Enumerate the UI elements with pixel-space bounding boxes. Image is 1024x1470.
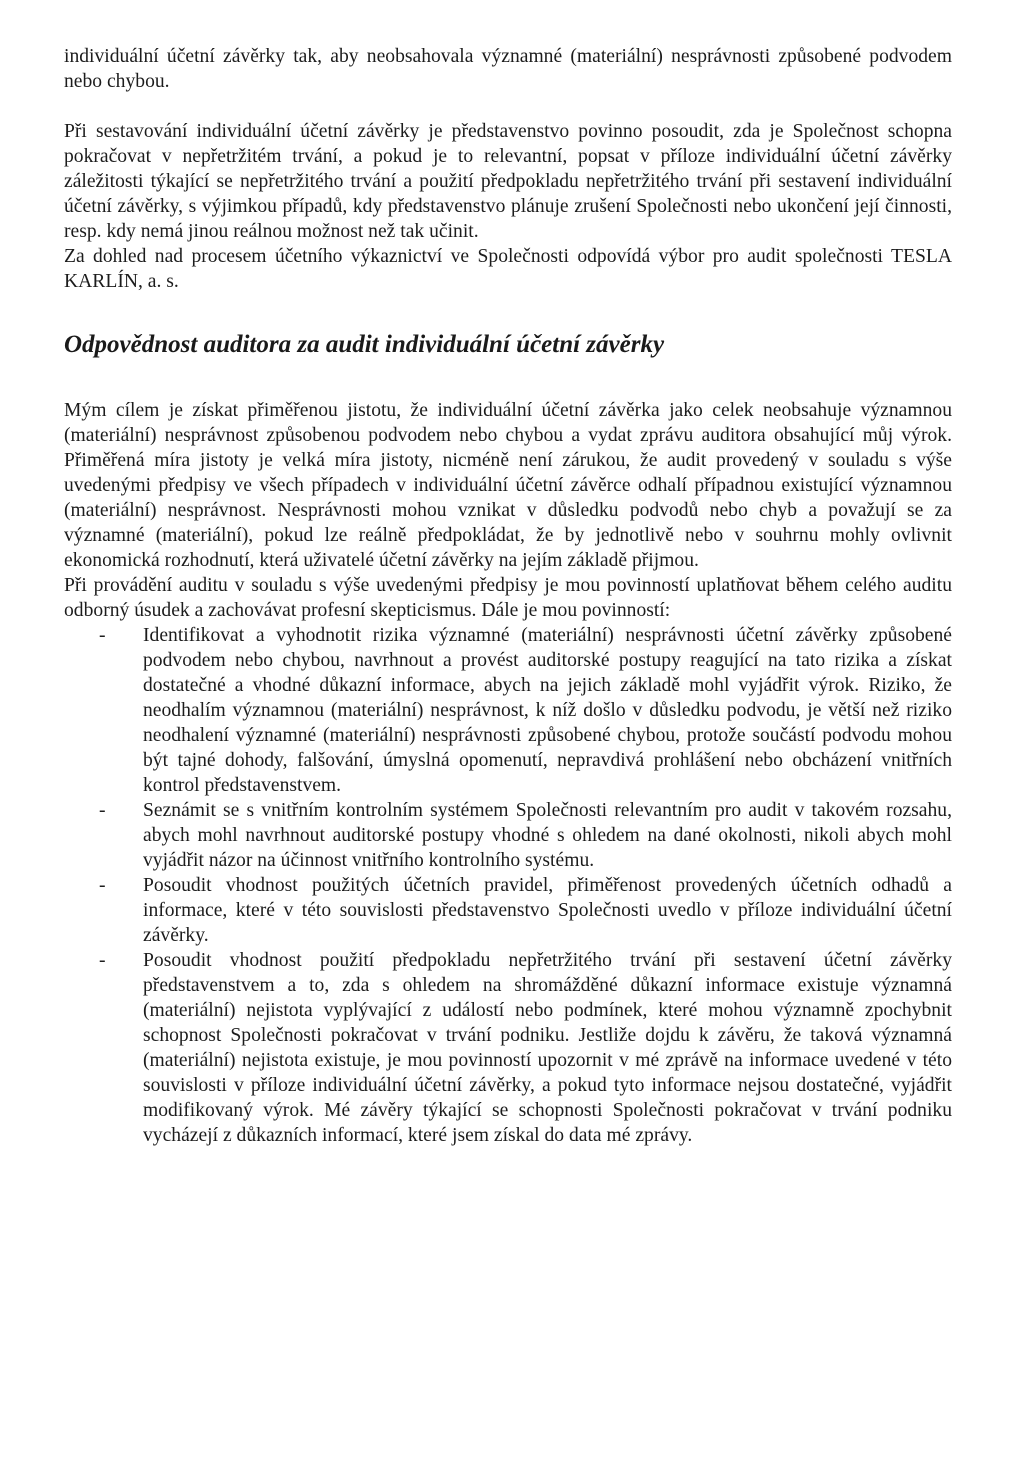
document-page <box>64 44 952 1148</box>
intro-paragraph: individuální účetní závěrky tak, aby neobsahovala významné (materiální) nesprávnosti způsobené podvodem nebo chybou. <box>64 46 952 92</box>
going-concern-paragraph: Při sestavování individuální účetní závěrky je představenstvo povinno posoudit, zda je Společnost schopna pokračovat v nepřetržitém trvání, a pokud je to relevantní, popsat v příloze individuální účetní závěrky záležitosti týkající se nepřetržitého trvání a použití předpokladu nepřetržitého trvání při sestavení individuální účetní závěrky, s výjimkou případů, kdy představenstvo plánuje zrušení Společnosti nebo ukončení její činnosti, resp. kdy nemá jinou reálnou možnost než tak učinit. <box>64 121 952 242</box>
duty-text: Posoudit vhodnost použitých účetních pravidel, přiměřenost provedených účetních odhadů a informace, které v této souvislosti představenstvo Společnosti uvedlo v příloze individuální účetní závěrky. <box>143 875 952 946</box>
duty-list-item <box>64 948 952 1148</box>
section-heading: Odpovědnost auditora za audit individuální účetní závěrky <box>64 331 665 358</box>
duty-list-item <box>64 873 952 948</box>
oversight-paragraph: Za dohled nad procesem účetního výkaznictví ve Společnosti odpovídá výbor pro audit společnosti TESLA KARLÍN, a. s. <box>64 246 952 292</box>
bullet-dash: - <box>99 800 106 821</box>
duty-text: Posoudit vhodnost použití předpokladu nepřetržitého trvání při sestavení účetní závěrky představenstvem a to, zda s ohledem na shromážděné důkazní informace existuje významná (materiální) nejistota vyplývající z událostí nebo podmínek, které mohou významně zpochybnit schopnost Společnosti pokračovat v trvání podniku. Jestliže dojdu k závěru, že taková významná (materiální) nejistota existuje, je mou povinností upozornit v mé zprávě na informace uvedené v této souvislosti v příloze individuální účetní závěrky, a pokud tyto informace nejsou dostatečné, vyjádřit modifikovaný výrok. Mé závěry týkající se schopnosti Společnosti pokračovat v trvání podniku vycházejí z důkazních informací, které jsem získal do data mé zprávy. <box>143 950 952 1146</box>
auditor-goal-paragraph: Mým cílem je získat přiměřenou jistotu, že individuální účetní závěrka jako celek neobsahuje významnou (materiální) nesprávnost způsobenou podvodem nebo chybou a vydat zprávu auditora obsahující můj výrok. Přiměřená míra jistoty je velká míra jistoty, nicméně není zárukou, že audit provedený v souladu s výše uvedenými předpisy ve všech případech v individuální účetní závěrce odhalí případnou existující významnou (materiální) nesprávnost. Nesprávnosti mohou vznikat v důsledku podvodů nebo chyb a považují se za významné (materiální), pokud lze reálně předpokládat, že by jednotlivě nebo v souhrnu mohly ovlivnit ekonomická rozhodnutí, která uživatelé účetní závěrky na jejím základě přijmou. <box>64 400 952 571</box>
bullet-dash: - <box>99 950 106 971</box>
duties-list <box>64 623 952 1148</box>
duty-list-item <box>64 623 952 798</box>
bullet-dash: - <box>99 875 106 896</box>
duty-text: Seznámit se s vnitřním kontrolním systémem Společnosti relevantním pro audit v takovém rozsahu, abych mohl navrhnout auditorské postupy vhodné s ohledem na dané okolnosti, nikoli abych mohl vyjádřit názor na účinnost vnitřního kontrolního systému. <box>143 800 952 871</box>
duty-list-item <box>64 798 952 873</box>
bullet-dash: - <box>99 625 106 646</box>
auditor-duties-paragraph: Při provádění auditu v souladu s výše uvedenými předpisy je mou povinností uplatňovat během celého auditu odborný úsudek a zachovávat profesní skepticismus. Dále je mou povinností: <box>64 575 952 621</box>
duty-text: Identifikovat a vyhodnotit rizika významné (materiální) nesprávnosti účetní závěrky způsobené podvodem nebo chybou, navrhnout a provést auditorské postupy reagující na tato rizika a získat dostatečné a vhodné důkazní informace, abych na jejich základě mohl vyjádřit výrok. Riziko, že neodhalím významnou (materiální) nesprávnost, k níž došlo v důsledku podvodu, je větší než riziko neodhalení významné (materiální) nesprávnosti způsobené chybou, protože součástí podvodu mohou být tajné dohody, falšování, úmyslná opomenutí, nepravdivá prohlášení nebo obcházení vnitřních kontrol představenstvem. <box>143 625 952 796</box>
